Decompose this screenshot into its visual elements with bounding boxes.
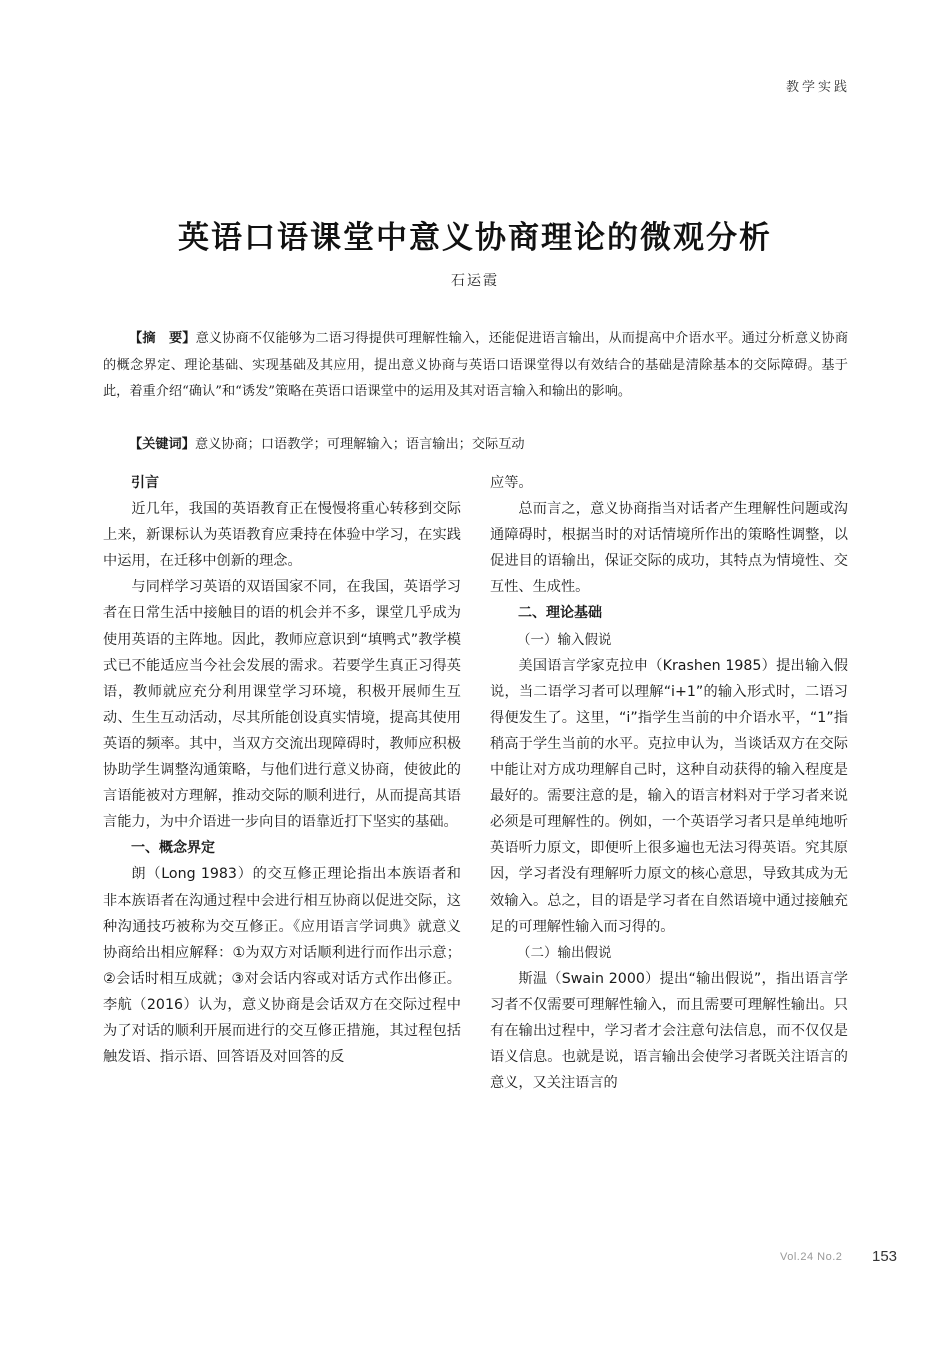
summary-paragraph: 总而言之，意义协商指当对话者产生理解性问题或沟通障碍时，根据当时的对话情境所作出的策略性调整，以促进目的语输出，保证交际的成功，其特点为情境性、交互性、生成性。 — [490, 501, 848, 596]
page-number: 153 — [872, 1248, 898, 1265]
keywords-text: 意义协商；口语教学；可理解输入；语言输出；交际互动 — [194, 437, 525, 452]
section1-heading: 一、概念界定 — [131, 840, 215, 857]
input-hypothesis-paragraph: 美国语言学家克拉申（Krashen 1985）提出输入假说，当二语学习者可以理解“i+1”的输入形式时，二语习得便发生了。这里，“i”指学生当前的中介语水平，“1”指稍高于学生当前的水平。克拉申认为，当谈话双方在交际中能让对方成功理解自己时，这种自动获得的输入程度是最好的。需要注意的是，输入的语言材料对于学习者来说必须是可理解性的。例如，一个英语学习者只是单纯地听英语听力原文，即便听上很多遍也无法习得英语。究其原因，学习者没有理解听力原文的核心意思，导致其成为无效输入。总之，目的语是学习者在自然语境中通过接触充足的可理解性输入而习得的。 — [490, 657, 848, 935]
volume-number: Vol.24 No.2 — [780, 1251, 843, 1263]
keywords-label: 【关键词】 — [129, 437, 195, 452]
output-hypothesis-paragraph: 斯温（Swain 2000）提出“输出假说”，指出语言学习者不仅需要可理解性输入，而且需要可理解性输出。只有在输出过程中，学习者才会注意句法信息，而不仅仅是语义信息。也就是说，语言输出会使学习者既关注语言的意义，又关注语言的 — [490, 970, 848, 1092]
right-column — [490, 470, 848, 1096]
intro-paragraph-2: 与同样学习英语的双语国家不同，在我国，英语学习者在日常生活中接触目的语的机会并不多，课堂几乎成为使用英语的主阵地。因此，教师应意识到“填鸭式”教学模式已不能适应当今社会发展的需求。若要学生真正习得英语，教师就应充分利用课堂学习环境，积极开展师生互动、生生互动活动，尽其所能创设真实情境，提高其使用英语的频率。其中，当双方交流出现障碍时，教师应积极协助学生调整沟通策略，与他们进行意义协商，使彼此的言语能被对方理解，推动交际的顺利进行，从而提高其语言能力，为中介语进一步向目的语靠近打下坚实的基础。 — [103, 579, 461, 831]
input-hypothesis-heading: （一）输入假说 — [517, 631, 612, 648]
author-name: 石运霞 — [451, 273, 499, 289]
section-label: 教学实践 — [785, 80, 850, 95]
section1-paragraph: 朗（Long 1983）的交互修正理论指出本族语者和非本族语者在沟通过程中会进行相互协商以促进交际，这种沟通技巧被称为交互修正。《应用语言学词典》就意义协商给出相应解释：①为双方对话顺利进行而作出示意；②会话时相互成就；③对会话内容或对话方式作出修正。李航（2016）认为，意义协商是会话双方在交际过程中为了对话的顺利开展而进行的交互修正措施，其过程包括触发语、指示语、回答语及对回答的反 — [103, 866, 461, 1066]
output-hypothesis-heading: （二）输出假说 — [517, 944, 612, 961]
abstract — [103, 326, 848, 406]
section2-heading: 二、理论基础 — [518, 605, 602, 622]
intro-heading: 引言 — [131, 475, 159, 491]
left-column — [103, 470, 461, 1070]
article-title: 英语口语课堂中意义协商理论的微观分析 — [178, 220, 772, 256]
intro-paragraph-1: 近几年，我国的英语教育正在慢慢将重心转移到交际上来，新课标认为英语教育应秉持在体验中学习，在实践中运用，在迁移中创新的理念。 — [103, 501, 461, 570]
abstract-text: 意义协商不仅能够为二语习得提供可理解性输入，还能促进语言输出，从而提高中介语水平。通过分析意义协商的概念界定、理论基础、实现基础及其应用，提出意义协商与英语口语课堂得以有效结合的基础是清除基本的交际障碍。基于此，着重介绍“确认”和“诱发”策略在英语口语课堂中的运用及其对语言输入和输出的影响。 — [103, 331, 849, 399]
continuation-text: 应等。 — [490, 475, 533, 491]
abstract-label: 【摘 要】 — [129, 331, 196, 346]
keywords — [129, 432, 849, 458]
